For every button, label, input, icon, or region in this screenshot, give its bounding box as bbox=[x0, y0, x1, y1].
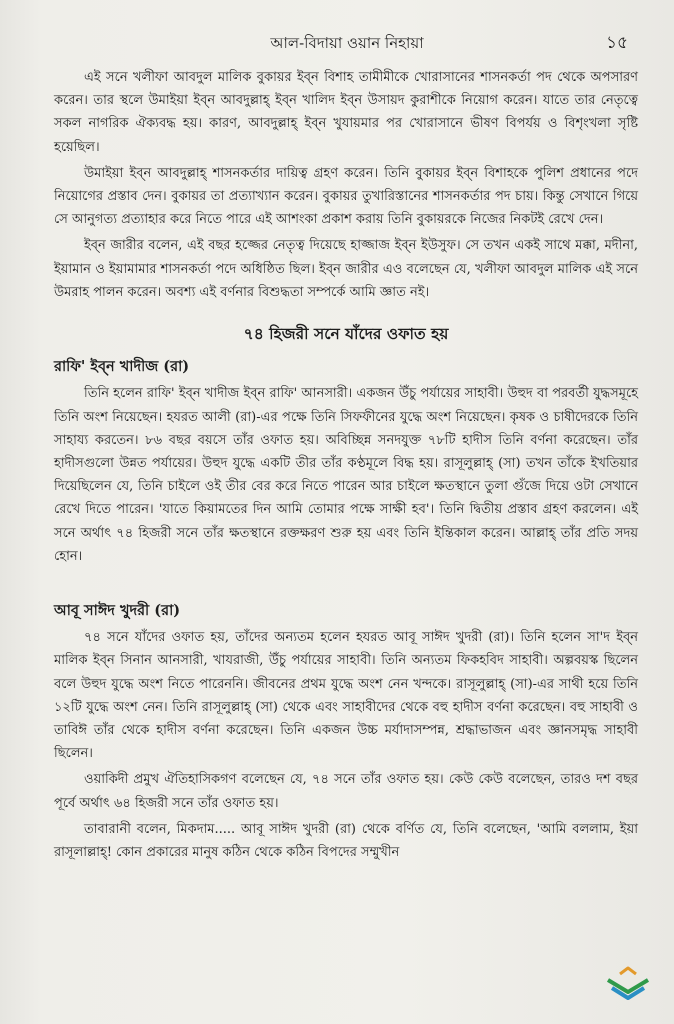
paragraph: তাবারানী বলেন, মিকদাম..... আবূ সাঈদ খুদরী (রা) থেকে বর্ণিত যে, তিনি বলেছেন, 'আমি বললাম, ইয়া রাসূলাল্লাহ্! কোন প্রকারের মানুষ কঠিন থেকে কঠিন বিপদের সম্মুখীন bbox=[54, 821, 638, 861]
person-name-heading: রাফি' ইব্‌ন খাদীজ (রা) bbox=[54, 358, 190, 376]
page-number: ১৫ bbox=[605, 33, 628, 53]
person-name-heading: আবূ সাঈদ খুদরী (রা) bbox=[54, 602, 181, 620]
paragraph: ওয়াকিদী প্রমুখ ঐতিহাসিকগণ বলেছেন যে, ৭৪ সনে তাঁর ওফাত হয়। কেউ কেউ বলেছেন, তারও দশ বছর পূর্বে অর্থাৎ ৬৪ হিজরী সনে তাঁর ওফাত হয়। bbox=[54, 772, 638, 811]
page-header bbox=[60, 30, 634, 54]
section-heading: ৭৪ হিজরী সনে যাঁদের ওফাত হয় bbox=[243, 324, 449, 344]
page-body bbox=[54, 66, 638, 867]
paragraph: ইব্‌ন জারীর বলেন, এই বছর হজ্জের নেতৃত্ব দিয়েছে হাজ্জাজ ইব্‌ন ইউসুফ। সে তখন একই সাথে মক্কা, মদীনা, ইয়ামান ও ইয়ামামার শাসনকর্তা পদে অধিষ্ঠিত ছিল। ইব্‌ন জারীর এও বলেছেন যে, খলীফা আবদুল মালিক এই সনে উমরাহ পালন করেন। অবশ্য এই বর্ণনার বিশুদ্ধতা সম্পর্কে আমি জ্ঞাত নই। bbox=[54, 238, 638, 300]
running-title: আল-বিদায়া ওয়ান নিহায়া bbox=[270, 34, 424, 52]
paragraph: ৭৪ সনে যাঁদের ওফাত হয়, তাঁদের অন্যতম হলেন হযরত আবূ সাঈদ খুদরী (রা)। তিনি হলেন সা'দ ইব্‌ন মালিক ইব্‌ন সিনান আনসারী, খাযরাজী, উঁচু পর্যায়ের সাহাবী। তিনি অন্যতম ফিকহবিদ সাহাবী। অল্পবয়স্ক ছিলেন বলে উহুদ যুদ্ধে অংশ নিতে পারেননি। জীবনের প্রথম যুদ্ধে অংশ নেন খন্দকে। রাসূলুল্লাহ্ (সা)-এর সাথী হয়ে তিনি ১২টি যুদ্ধে অংশ নেন। তিনি রাসূলুল্লাহ্ (সা) থেকে এবং সাহাবীদের থেকে বহু হাদীস বর্ণনা করেছেন। বহু সাহাবী ও তাবিঈ তাঁর থেকে হাদীস বর্ণনা করেছেন। তিনি একজন উচ্চ মর্যাদাসম্পন্ন, শ্রদ্ধাভাজন এবং জ্ঞানসমৃদ্ধ সাহাবী ছিলেন। bbox=[54, 630, 638, 762]
paragraph: উমাইয়া ইব্‌ন আবদুল্লাহ্ শাসনকর্তার দায়িত্ব গ্রহণ করেন। তিনি বুকায়র ইব্‌ন বিশাহকে পুলিশ প্রধানের পদে নিয়োগের প্রস্তাব দেন। বুকায়র তা প্রত্যাখ্যান করেন। বুকায়র তুখারিস্তানের শাসনকর্তার পদ চায়। কিন্তু সেখানে গিয়ে সে আনুগত্য প্রত্যাহার করে নিতে পারে এই আশংকা প্রকাশ করায় তিনি বুকায়রকে নিজের নিকটই রেখে দেন। bbox=[54, 165, 638, 228]
spacer bbox=[54, 571, 638, 593]
paragraph: তিনি হলেন রাফি' ইব্‌ন খাদীজ ইব্‌ন রাফি' আনসারী। একজন উঁচু পর্যায়ের সাহাবী। উহুদ বা পরবর্তী যুদ্ধসমূহে তিনি অংশ নিয়েছেন। হযরত আলী (রা)-এর পক্ষে তিনি সিফফীনের যুদ্ধে অংশ নিয়েছেন। কৃষক ও চাষীদেরকে তিনি সাহায্য করতেন। ৮৬ বছর বয়সে তাঁর ওফাত হয়। অবিচ্ছিন্ন সনদযুক্ত ৭৮টি হাদীস তিনি বর্ণনা করেছেন। তাঁর হাদীসগুলো উন্নত পর্যায়ের। উহুদ যুদ্ধে একটি তীর তাঁর কণ্ঠমূলে বিদ্ধ হয়। রাসূলুল্লাহ্ (সা) তখন তাঁকে ইখতিয়ার দিয়েছিলেন যে, তিনি চাইলে ওই তীর বের করে নিতে পারেন আর চাইলে ক্ষতস্থানে তুলা গুঁজে দিয়ে ওটা সেখানে রেখে দিতে পারেন। 'যাতে কিয়ামতের দিন আমি তোমার পক্ষে সাক্ষী হব'। তিনি দ্বিতীয় প্রস্তাব গ্রহণ করলেন। এই সনে অর্থাৎ ৭৪ হিজরী সনে তাঁর ক্ষতস্থানে রক্তক্ষরণ শুরু হয় এবং তিনি ইন্তিকাল করেন। আল্লাহ্ তাঁর প্রতি সদয় হোন। bbox=[54, 386, 638, 564]
open-book-logo-icon bbox=[604, 966, 652, 1002]
paragraph: এই সনে খলীফা আবদুল মালিক বুকায়র ইব্‌ন বিশাহ তামীমীকে খোরাসানের শাসনকর্তা পদ থেকে অপসারণ করেন। তার স্থলে উমাইয়া ইব্‌ন আবদুল্লাহ্ ইব্‌ন খালিদ ইব্‌ন উসায়দ কুরাশীকে নিয়োগ করেন। যাতে তার নেতৃত্বে সকল নাগরিক ঐক্যবদ্ধ হয়। কারণ, আবদুল্লাহ্ ইব্‌ন খুযায়মার পর খোরাসানে ভীষণ বিপর্যয় ও বিশৃংখলা সৃষ্টি হয়েছিল। bbox=[54, 70, 638, 155]
